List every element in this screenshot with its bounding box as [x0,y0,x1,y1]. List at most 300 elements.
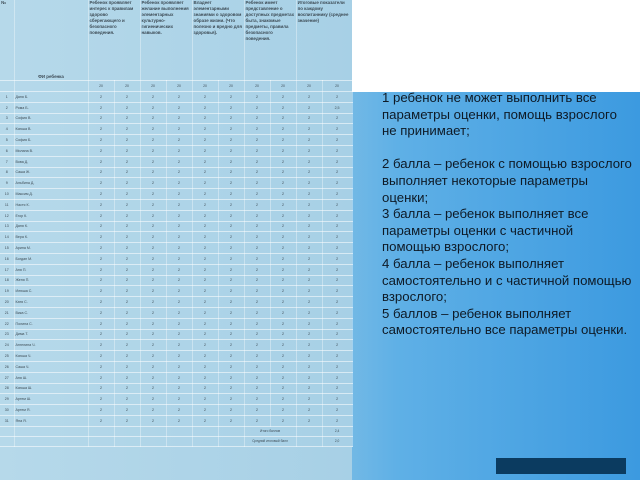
footer-label: Итого баллов [244,426,296,436]
score-cell: 2 [218,405,244,416]
row-number: 20 [0,297,14,308]
score-cell: 2 [296,210,322,221]
score-cell: 2 [270,167,296,178]
score-cell: 2 [296,297,322,308]
footer-blank [166,436,192,446]
score-cell: 2 [322,243,352,254]
score-cell: 2 [270,297,296,308]
score-cell: 2 [114,329,140,340]
footer-blank [0,436,14,446]
score-cell: 2 [166,297,192,308]
children-rows [0,92,352,427]
score-cell: 2 [244,135,270,146]
score-cell: 2 [322,394,352,405]
score-cell: 2 [296,199,322,210]
child-name: Саша Ж. [14,167,88,178]
score-cell: 2 [88,275,114,286]
score-cell: 2 [88,307,114,318]
score-cell: 2 [166,178,192,189]
score-cell: 2 [270,243,296,254]
score-cell: 2 [218,156,244,167]
score-cell: 2 [114,415,140,426]
score-cell: 2 [218,167,244,178]
score-cell: 2 [114,92,140,103]
row-number: 3 [0,113,14,124]
table-row [0,178,352,189]
score-cell: 2 [296,275,322,286]
score-cell: 2 [140,113,166,124]
child-name: Даня К. [14,221,88,232]
score-cell: 2 [322,145,352,156]
score-cell: 2 [322,232,352,243]
score-cell: 2 [218,232,244,243]
row-number: 19 [0,286,14,297]
score-cell: 2 [322,189,352,200]
table-row [0,264,352,275]
child-name: Максим Д. [14,189,88,200]
score-cell: 2 [114,318,140,329]
footer-blank [166,426,192,436]
score-cell: 2 [322,124,352,135]
footer-blank [114,436,140,446]
child-name: Ксюша В. [14,124,88,135]
score-cell: 2 [218,135,244,146]
score-cell: 2 [244,329,270,340]
child-name: София Б. [14,135,88,146]
score-cell: 2 [244,405,270,416]
child-name: Полина С. [14,318,88,329]
score-cell: 2 [270,405,296,416]
score-cell: 2 [192,113,218,124]
score-cell: 2 [88,178,114,189]
score-cell: 2 [140,264,166,275]
score-cell: 2 [322,415,352,426]
score-cell: 2 [218,286,244,297]
score-cell: 2 [114,135,140,146]
table-row [0,210,352,221]
score-cell: 2 [218,145,244,156]
score-cell: 2 [166,383,192,394]
footer-row [0,436,352,446]
score-cell: 2 [192,383,218,394]
score-cell: 2 [166,415,192,426]
score-cell: 2 [88,199,114,210]
score-cell: 2 [218,318,244,329]
score-cell: 2 [166,210,192,221]
score-cell: 2 [322,210,352,221]
child-name: Ксюша Ч. [14,351,88,362]
score-cell: 2 [270,361,296,372]
score-cell: 2 [166,264,192,275]
score-cell: 2 [166,329,192,340]
score-cell: 2 [166,113,192,124]
score-cell: 2 [270,145,296,156]
max-score-row [0,81,352,92]
score-cell: 2 [296,167,322,178]
row-number: 28 [0,383,14,394]
score-cell: 2 [140,415,166,426]
score-cell: 2 [244,210,270,221]
child-name: Егор К. [14,210,88,221]
col-header-total: Итоговые показатели по каждому воспитаннику (среднее значение) [296,0,352,81]
score-cell: 2 [192,178,218,189]
score-cell: 2 [140,199,166,210]
score-cell: 2 [322,264,352,275]
score-cell: 2 [244,243,270,254]
score-cell: 2 [296,253,322,264]
score-cell: 2 [140,102,166,113]
score-cell: 2 [322,329,352,340]
score-cell: 2 [270,135,296,146]
col-header-interest: Ребенок проявляет интерес к правилам здорово сберегающего и безопасного поведения. [88,0,140,81]
table-row [0,383,352,394]
score-cell: 2 [296,102,322,113]
footer-blank [140,436,166,446]
row-number: 15 [0,243,14,254]
score-cell: 2 [114,286,140,297]
score-cell: 2 [296,372,322,383]
score-cell: 2 [140,243,166,254]
score-cell: 2 [140,340,166,351]
score-cell: 2 [140,307,166,318]
score-cell: 2 [166,243,192,254]
table-row [0,372,352,383]
score-cell: 2 [270,329,296,340]
footer-blank [192,426,218,436]
score-cell: 2 [270,340,296,351]
score-cell: 2 [270,156,296,167]
score-cell: 2 [166,232,192,243]
table-row [0,415,352,426]
score-cell: 2 [296,221,322,232]
child-name: Ксюша Ш. [14,383,88,394]
score-cell: 2 [218,372,244,383]
max-score-cell: 20 [322,81,352,92]
row-number: 21 [0,307,14,318]
score-cell: 2 [192,135,218,146]
score-cell: 2 [140,351,166,362]
score-cell: 2 [244,351,270,362]
score-cell: 2 [114,167,140,178]
score-cell: 2 [296,415,322,426]
score-cell: 2 [244,113,270,124]
legend-line: 1 ребенок не может выполнить все параметры оценки, помощь взрослого не принимает; [382,90,617,139]
score-cell: 2 [322,318,352,329]
top-white-panel [352,0,640,92]
max-score-cell: 20 [270,81,296,92]
score-cell: 2 [270,124,296,135]
child-name: Альбина Д. [14,178,88,189]
row-number: 26 [0,361,14,372]
child-name: Аня Ш. [14,372,88,383]
score-cell: 2 [140,232,166,243]
score-cell: 2 [88,135,114,146]
score-cell: 2 [88,210,114,221]
score-cell: 2 [114,253,140,264]
score-cell: 2 [244,286,270,297]
child-name: Яна Я. [14,415,88,426]
footer-blank [140,426,166,436]
row-number: 6 [0,145,14,156]
score-cell: 2 [88,383,114,394]
score-cell: 2 [270,318,296,329]
score-cell: 2 [114,307,140,318]
score-cell: 2 [166,102,192,113]
score-cell: 2 [322,286,352,297]
score-cell: 2 [114,210,140,221]
legend-line: 2 балла – ребенок с помощью взрослого выполняет некоторые параметры оценки; [382,156,632,205]
footer-blank [88,426,114,436]
score-cell: 2 [322,297,352,308]
score-cell: 2 [296,329,322,340]
score-cell: 2 [296,394,322,405]
score-cell: 2 [270,286,296,297]
table-row [0,253,352,264]
score-cell: 2 [270,394,296,405]
child-name: Женя П. [14,275,88,286]
score-cell: 2 [218,307,244,318]
row-number: 27 [0,372,14,383]
score-cell: 2 [88,253,114,264]
score-cell: 2 [270,253,296,264]
score-cell: 2 [114,340,140,351]
table-footer [0,426,352,446]
score-cell: 2 [218,253,244,264]
child-name: Богдан М. [14,253,88,264]
score-cell: 2 [244,189,270,200]
col-header-knowledge: Владеет элементарными знаниями о здоровом образе жизни. (Что полезно и вредно для здоровья). [192,0,244,81]
score-cell: 2 [114,297,140,308]
child-name: Катя С. [14,297,88,308]
child-name: Илюша С. [14,286,88,297]
score-cell: 2 [88,297,114,308]
score-cell: 2 [296,264,322,275]
score-cell: 2 [88,329,114,340]
score-cell: 2 [166,221,192,232]
table-row [0,232,352,243]
table-row [0,145,352,156]
score-cell: 2 [296,340,322,351]
row-number: 11 [0,199,14,210]
table-row [0,124,352,135]
score-cell: 2 [296,124,322,135]
score-cell: 2 [114,394,140,405]
max-score-cell: 20 [114,81,140,92]
score-cell: 2 [166,156,192,167]
footer-blank [218,436,244,446]
score-cell: 2 [166,340,192,351]
col-header-child-name: ФИ ребенка [14,0,88,81]
score-cell: 2 [88,351,114,362]
child-name: Рома Б. [14,102,88,113]
score-cell: 2 [270,275,296,286]
score-cell: 2 [166,405,192,416]
score-cell: 2 [322,199,352,210]
score-cell: 2 [244,178,270,189]
row-number: 24 [0,340,14,351]
score-cell: 2 [192,297,218,308]
score-cell: 2 [114,189,140,200]
score-cell: 2 [114,178,140,189]
score-cell: 2 [218,383,244,394]
score-cell: 2 [88,415,114,426]
score-cell: 2 [218,113,244,124]
score-cell: 2 [244,383,270,394]
score-cell: 2 [296,92,322,103]
max-cell-blank [0,81,14,92]
score-cell: 2 [166,167,192,178]
score-cell: 2 [114,405,140,416]
table-row [0,189,352,200]
score-cell: 2 [218,329,244,340]
score-cell: 2 [114,145,140,156]
score-cell: 2 [192,210,218,221]
table-row [0,297,352,308]
score-cell: 2 [166,253,192,264]
table-header-row [0,0,352,81]
score-cell: 2 [218,178,244,189]
score-cell: 2 [270,232,296,243]
score-cell: 2 [140,210,166,221]
score-cell: 2 [322,361,352,372]
score-cell: 2 [114,124,140,135]
score-cell: 2 [140,167,166,178]
score-cell: 2 [296,405,322,416]
score-cell: 2 [166,307,192,318]
footer-blank [14,426,88,436]
score-cell: 2 [140,156,166,167]
score-cell: 2 [140,297,166,308]
row-number: 10 [0,189,14,200]
score-cell: 2 [88,145,114,156]
score-cell: 2 [244,297,270,308]
score-cell: 2 [296,178,322,189]
score-cell: 2 [296,135,322,146]
max-cell-blank [14,81,88,92]
score-cell: 2 [192,232,218,243]
col-header-household: Ребенок имеет представление о доступных предметах быта, знакомые предметы, правила безопасного поведения. [244,0,296,81]
score-cell: 2 [114,264,140,275]
child-name: Вера К. [14,232,88,243]
score-cell: 2 [140,361,166,372]
score-cell: 2 [322,275,352,286]
score-cell: 2 [322,178,352,189]
row-number: 4 [0,124,14,135]
footer-blank [192,436,218,446]
row-number: 9 [0,178,14,189]
legend-line: 4 балла – ребенок выполняет самостоятельно и с частичной помощью взрослого; [382,255,632,305]
score-cell: 2 [88,124,114,135]
score-cell: 2 [270,210,296,221]
score-cell: 2 [218,361,244,372]
score-cell: 2 [140,405,166,416]
score-cell: 2 [88,167,114,178]
score-cell: 2 [192,199,218,210]
footer-blank [88,436,114,446]
table-row [0,340,352,351]
score-cell: 2 [244,253,270,264]
score-cell: 2 [114,199,140,210]
max-score-cell: 20 [192,81,218,92]
score-cell: 2 [88,286,114,297]
score-cell: 2 [88,92,114,103]
score-cell: 2 [244,92,270,103]
score-cell: 2 [166,275,192,286]
score-cell: 2 [296,156,322,167]
score-cell: 2 [322,167,352,178]
score-cell: 2 [322,340,352,351]
footer-label: Средний итоговый балл [244,436,296,446]
child-name: Вика С. [14,307,88,318]
score-cell: 2 [218,221,244,232]
score-cell: 2 [192,351,218,362]
score-cell: 2 [322,351,352,362]
score-cell: 2 [88,318,114,329]
score-cell: 2 [88,189,114,200]
score-cell: 2 [166,199,192,210]
footer-total: 2,0 [322,436,352,446]
score-cell: 2 [244,275,270,286]
row-number: 25 [0,351,14,362]
score-cell: 2 [322,253,352,264]
score-cell: 2 [270,415,296,426]
child-name: Дима Т. [14,329,88,340]
score-cell: 2 [166,361,192,372]
score-cell: 2 [218,264,244,275]
max-score-cell: 20 [166,81,192,92]
score-cell: 2 [244,124,270,135]
score-cell: 2 [244,415,270,426]
score-cell: 2 [322,405,352,416]
score-cell: 2 [270,264,296,275]
score-cell: 2 [192,307,218,318]
score-cell: 2 [322,156,352,167]
table-row [0,394,352,405]
table-row [0,135,352,146]
score-cell: 2 [140,372,166,383]
score-cell: 2 [270,92,296,103]
score-cell: 2 [322,113,352,124]
score-cell: 2 [192,372,218,383]
row-number: 22 [0,318,14,329]
score-cell: 2 [114,372,140,383]
score-cell: 2 [296,232,322,243]
row-number: 30 [0,405,14,416]
score-cell: 2 [88,394,114,405]
score-cell: 2 [192,167,218,178]
score-cell: 2 [322,221,352,232]
score-cell: 2 [218,210,244,221]
score-cell: 2 [192,102,218,113]
score-cell: 2 [192,124,218,135]
score-cell: 2 [88,340,114,351]
score-cell: 2 [166,351,192,362]
table-row [0,102,352,113]
score-cell: 2 [88,232,114,243]
score-cell: 2 [114,243,140,254]
score-cell: 2 [140,286,166,297]
score-cell: 2 [140,178,166,189]
max-score-cell: 20 [296,81,322,92]
table-row [0,113,352,124]
score-cell: 2 [114,275,140,286]
score-cell: 2 [140,145,166,156]
score-cell: 2 [218,340,244,351]
score-cell: 2 [218,189,244,200]
score-cell: 2 [244,264,270,275]
footer-blank [14,436,88,446]
table-row [0,307,352,318]
